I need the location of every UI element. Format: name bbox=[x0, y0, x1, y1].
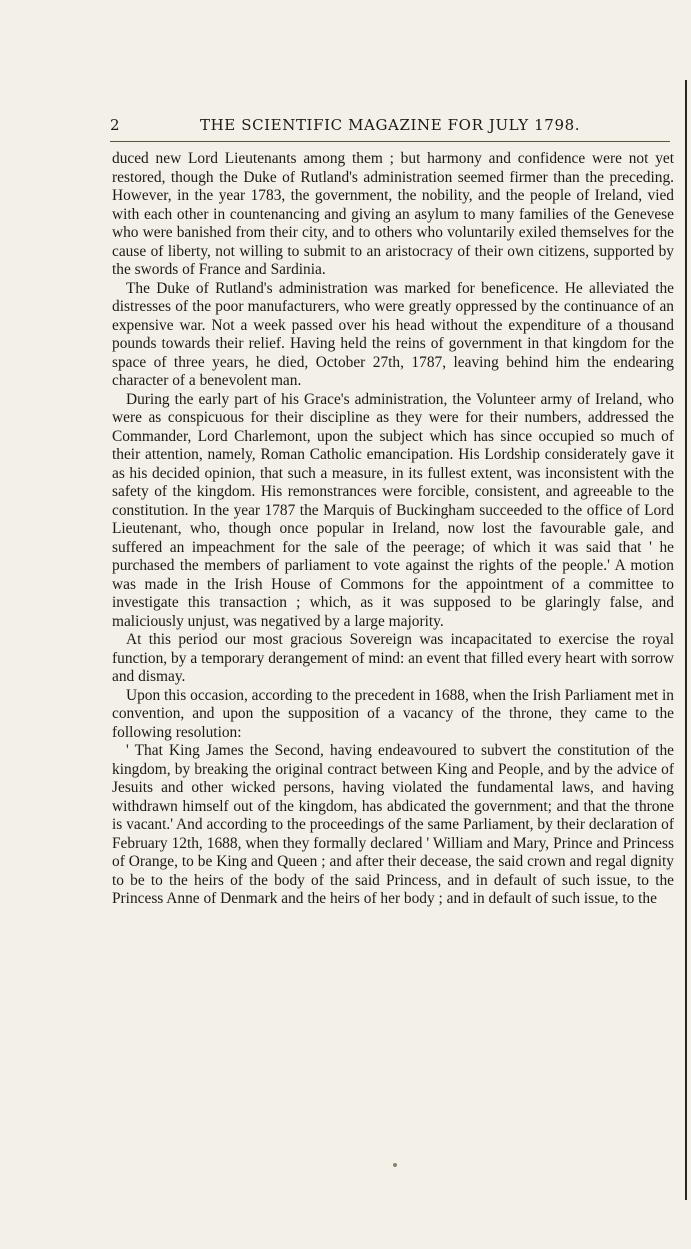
paragraph: During the early part of his Grace's administration, the Volunteer army of Ireland, who were as conspicuous for their discipline as they were for their numbers, addressed the Commander, Lord Charlemont, upon the subject which has since occupied so much of their attention, namely, Roman Catholic emancipation. His Lordship considerately gave it as his decided opinion, that such a measure, in its fullest extent, was inconsistent with the safety of the kingdom. His remonstrances were forcible, consistent, and agreeable to the constitution. In the year 1787 the Marquis of Buckingham succeeded to the office of Lord Lieutenant, who, though once popular in Ireland, now lost the favourable gale, and suffered an impeachment for the sale of the peerage; of which it was said that ' he purchased the members of parliament to vote against the rights of the people.' A motion was made in the Irish House of Commons for the appointment of a committee to investigate this transaction ; which, as it was supposed to be glaringly false, and maliciously unjust, was negatived by a large majority. bbox=[112, 390, 674, 630]
running-header bbox=[110, 116, 670, 138]
page-number: 2 bbox=[110, 116, 121, 134]
paragraph: The Duke of Rutland's administration was marked for beneficence. He alleviated the distresses of the poor manufacturers, who were greatly oppressed by the continuance of an expensive war. Not a week passed over his head without the expenditure of a thousand pounds towards their relief. Having held the reins of government in that kingdom for the space of three years, he died, October 27th, 1787, leaving behind him the endearing character of a benevolent man. bbox=[112, 279, 674, 389]
folio-dot bbox=[393, 1163, 397, 1167]
page-edge-rule bbox=[685, 80, 687, 1200]
paragraph: ' That King James the Second, having endeavoured to subvert the constitution of the kingdom, by breaking the original contract between King and People, and by the advice of Jesuits and other wicked persons, having violated the fundamental laws, and having withdrawn himself out of the kingdom, has abdicated the government; and that the throne is vacant.' And according to the proceedings of the same Parliament, by their declaration of February 12th, 1688, when they formally declared ' William and Mary, Prince and Princess of Orange, to be King and Queen ; and after their decease, the said crown and regal dignity to be to the heirs of the body of the said Princess, and in default of such issue, to the Princess Anne of Denmark and the heirs of her body ; and in default of such issue, to the bbox=[112, 742, 674, 907]
paragraph: duced new Lord Lieutenants among them ; but harmony and confidence were not yet restored, though the Duke of Rutland's administration seemed firmer than the preceding. However, in the year 1783, the government, the nobility, and the people of Ireland, vied with each other in countenancing and giving an asylum to many families of the Genevese who were banished from their city, and to others who voluntarily exiled themselves for the cause of liberty, not willing to submit to an aristocracy of their own citizens, supported by the swords of France and Sardinia. bbox=[112, 150, 674, 278]
paragraph: At this period our most gracious Sovereign was incapacitated to exercise the royal function, by a temporary derangement of mind: an event that filled every heart with sorrow and dismay. bbox=[112, 631, 674, 685]
magazine-title: THE SCIENTIFIC MAGAZINE FOR JULY 1798. bbox=[200, 116, 581, 134]
paragraph: Upon this occasion, according to the precedent in 1688, when the Irish Parliament met in convention, and upon the supposition of a vacancy of the throne, they came to the following resolution: bbox=[112, 686, 674, 741]
header-rule bbox=[110, 141, 670, 142]
article-body bbox=[112, 150, 674, 909]
